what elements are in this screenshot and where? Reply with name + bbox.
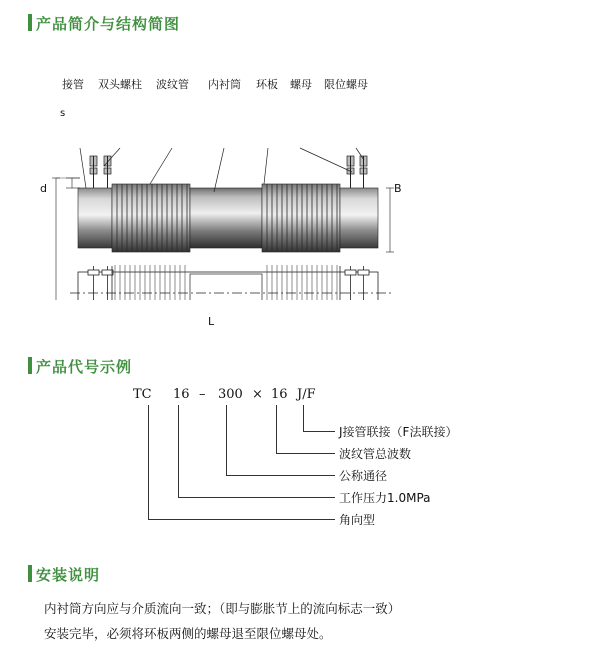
part-label-6: 限位螺母 — [324, 78, 368, 91]
code-token-0: TC — [133, 387, 152, 402]
code-token-2: – — [199, 387, 206, 402]
section-title-intro: 产品简介与结构简图 — [36, 15, 181, 33]
code-token-6: J/F — [297, 387, 316, 402]
structure-diagram — [0, 60, 600, 328]
section-accent-bar-intro — [28, 14, 32, 31]
install-note-0: 内衬筒方向应与介质流向一致；（即与膨胀节上的流向标志一致） — [44, 601, 401, 616]
code-desc-4: 角向型 — [339, 513, 376, 527]
code-connector-hline-1 — [276, 453, 335, 454]
product-code-example — [0, 375, 600, 545]
code-desc-3: 工作压力1.0MPa — [339, 491, 431, 505]
code-desc-2: 公称通径 — [339, 469, 388, 483]
code-desc-1: 波纹管总波数 — [339, 447, 412, 461]
part-label-2: 波纹管 — [156, 78, 189, 91]
code-connector-vline-3 — [178, 405, 179, 497]
code-token-3: 300 — [218, 387, 243, 402]
code-connector-hline-0 — [303, 431, 335, 432]
code-token-1: 16 — [173, 387, 190, 402]
dimension-label-s: s — [60, 108, 66, 119]
install-notes — [44, 600, 564, 650]
code-connector-hline-2 — [226, 475, 335, 476]
install-note-1: 安装完毕，必须将环板两侧的螺母退至限位螺母处。 — [44, 626, 332, 642]
code-connector-vline-2 — [226, 405, 227, 475]
dimension-label-d: d — [40, 182, 47, 195]
part-label-1: 双头螺柱 — [98, 78, 142, 91]
code-connector-hline-4 — [148, 519, 335, 520]
structure-diagram-svg — [0, 60, 600, 300]
part-label-4: 环板 — [256, 78, 278, 91]
part-label-0: 接管 — [62, 78, 84, 91]
dimension-label-L: L — [208, 315, 215, 328]
part-label-5: 螺母 — [290, 78, 312, 91]
code-connector-vline-4 — [148, 405, 149, 519]
section-title-install: 安装说明 — [36, 566, 101, 584]
code-connector-vline-0 — [303, 405, 304, 431]
code-connector-vline-1 — [276, 405, 277, 453]
section-accent-bar-code — [28, 357, 32, 374]
section-title-code: 产品代号示例 — [36, 358, 133, 376]
part-label-3: 内衬筒 — [208, 78, 241, 91]
code-connector-hline-3 — [178, 497, 335, 498]
code-desc-0: J接管联接（F法联接） — [339, 425, 458, 439]
section-accent-bar-install — [28, 565, 32, 582]
code-token-5: 16 — [271, 387, 288, 402]
dimension-label-B: B — [394, 182, 402, 195]
code-token-4: × — [252, 387, 263, 402]
